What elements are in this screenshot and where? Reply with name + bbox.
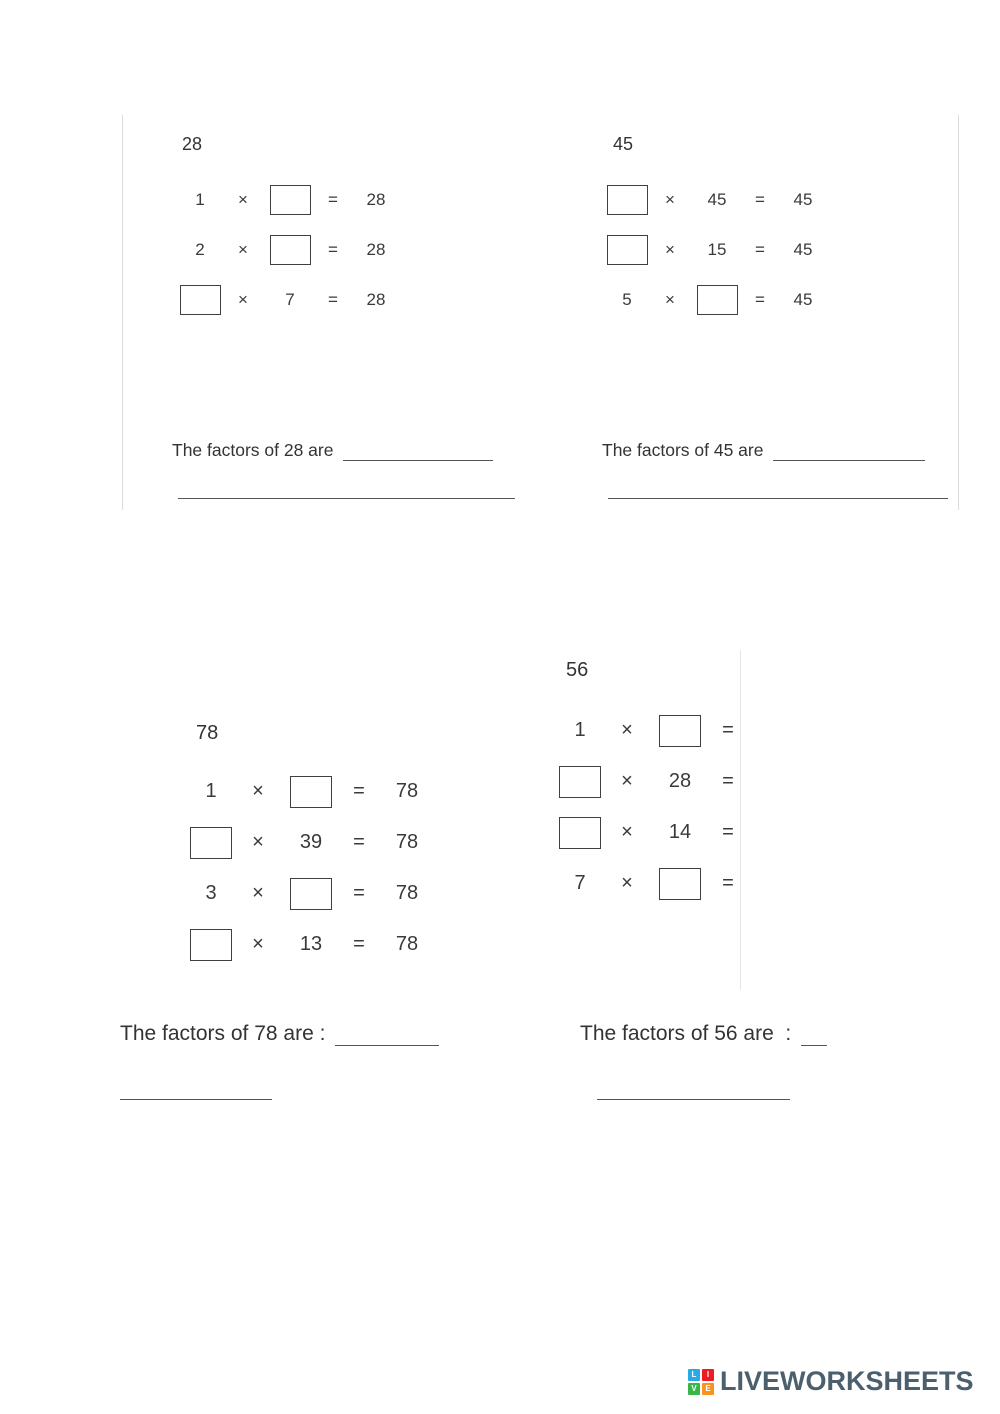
caption-text-45: The factors of 45 are [602,440,764,460]
answer-box-field[interactable] [607,185,648,215]
equation-row [188,766,436,817]
answer-box[interactable] [691,285,743,315]
answer-blank-line[interactable] [773,443,925,461]
equals-sign: = [722,770,734,792]
multiply-sign: × [665,290,675,309]
equation-number: 3 [205,882,217,904]
equation-row [188,817,436,868]
equation-number: 14 [668,821,692,843]
multiply-sign: × [238,190,248,209]
answer-box-field[interactable] [697,285,738,315]
equals-sign: = [353,882,365,904]
equation-row [188,919,436,970]
equation-number: 45 [793,290,813,309]
answer-blank-line[interactable] [178,498,515,499]
scan-border-line-right [958,115,959,510]
equation-number: 1 [195,190,205,209]
liveworksheets-brand-text: LIVEWORKSHEETS [720,1366,974,1396]
equation-row [178,175,402,225]
equation-number: 78 [395,831,419,853]
equation-number: 28 [366,240,386,259]
equation-row [178,225,402,275]
answer-blank-line[interactable] [801,1026,827,1046]
answer-box-field[interactable] [290,878,332,910]
equation-row [557,858,747,909]
logo-square: V [688,1383,700,1395]
multiply-sign: × [252,831,264,853]
multiply-sign: × [665,240,675,259]
multiply-sign: × [252,780,264,802]
logo-square: I [702,1369,714,1381]
answer-box[interactable] [651,868,709,900]
answer-box[interactable] [188,827,234,859]
problem-heading-45: 45 [613,134,634,154]
equals-sign: = [722,719,734,741]
equation-row [188,868,436,919]
answer-box-field[interactable] [270,185,311,215]
answer-box-field[interactable] [559,817,601,849]
problem-heading-56: 56 [566,659,589,681]
equation-number: 5 [622,290,632,309]
multiply-sign: × [621,872,633,894]
caption-text-78: The factors of 78 are : [120,1022,326,1045]
equation-number: 78 [395,882,419,904]
problem-heading-78: 78 [196,722,219,744]
factors-caption-56 [580,1022,827,1046]
problem-45-equations [605,175,829,325]
equation-number: 78 [395,933,419,955]
equation-row [178,275,402,325]
equation-row [557,807,747,858]
equation-number: 13 [299,933,323,955]
answer-box[interactable] [264,185,316,215]
answer-box-field[interactable] [559,766,601,798]
answer-box-field[interactable] [190,827,232,859]
answer-box[interactable] [605,185,649,215]
answer-box[interactable] [557,817,603,849]
equation-number: 78 [395,780,419,802]
multiply-sign: × [252,933,264,955]
answer-box[interactable] [605,235,649,265]
answer-blank-line[interactable] [120,1099,272,1100]
equation-number: 15 [707,240,727,259]
answer-box-field[interactable] [270,235,311,265]
logo-square: E [702,1383,714,1395]
multiply-sign: × [252,882,264,904]
equals-sign: = [755,190,765,209]
scan-border-line-left [122,115,123,510]
multiply-sign: × [621,821,633,843]
equation-number: 28 [366,290,386,309]
equation-number: 1 [574,719,586,741]
logo-square: L [688,1369,700,1381]
answer-blank-line[interactable] [608,498,948,499]
equals-sign: = [755,240,765,259]
equals-sign: = [353,831,365,853]
equation-row [557,756,747,807]
answer-box[interactable] [178,285,222,315]
answer-box[interactable] [557,766,603,798]
answer-box[interactable] [188,929,234,961]
problem-heading-28: 28 [182,134,203,154]
equation-number: 7 [285,290,295,309]
factors-caption-45 [602,440,925,461]
multiply-sign: × [238,240,248,259]
equals-sign: = [328,190,338,209]
factors-caption-78 [120,1022,439,1046]
factors-caption-28 [172,440,493,461]
multiply-sign: × [238,290,248,309]
equals-sign: = [328,240,338,259]
answer-box-field[interactable] [180,285,221,315]
answer-blank-line[interactable] [597,1099,790,1100]
equation-number: 39 [299,831,323,853]
equation-number: 45 [793,240,813,259]
equation-number: 1 [205,780,217,802]
equation-number: 2 [195,240,205,259]
multiply-sign: × [621,770,633,792]
answer-box[interactable] [282,878,340,910]
answer-box[interactable] [282,776,340,808]
problem-28-equations [178,175,402,325]
answer-box-field[interactable] [190,929,232,961]
equation-number: 28 [668,770,692,792]
caption-text-28: The factors of 28 are [172,440,334,460]
problem-56-equations [557,705,747,909]
equation-number: 7 [574,872,586,894]
equation-number: 28 [366,190,386,209]
equation-row [605,175,829,225]
liveworksheets-logo-icon [688,1369,714,1395]
equals-sign: = [328,290,338,309]
answer-box-field[interactable] [659,715,701,747]
answer-box[interactable] [651,715,709,747]
answer-box-field[interactable] [290,776,332,808]
equals-sign: = [353,780,365,802]
equation-row [605,275,829,325]
equation-row [605,225,829,275]
answer-box[interactable] [264,235,316,265]
equation-number: 45 [793,190,813,209]
equals-sign: = [722,872,734,894]
equation-row [557,705,747,756]
answer-box-field[interactable] [659,868,701,900]
multiply-sign: × [621,719,633,741]
equals-sign: = [722,821,734,843]
caption-text-56: The factors of 56 are : [580,1022,792,1045]
answer-blank-line[interactable] [335,1026,439,1046]
multiply-sign: × [665,190,675,209]
problem-78-equations [188,766,436,970]
equals-sign: = [755,290,765,309]
answer-blank-line[interactable] [343,443,493,461]
answer-box-field[interactable] [607,235,648,265]
equation-number: 45 [707,190,727,209]
liveworksheets-footer [688,1366,974,1397]
equals-sign: = [353,933,365,955]
